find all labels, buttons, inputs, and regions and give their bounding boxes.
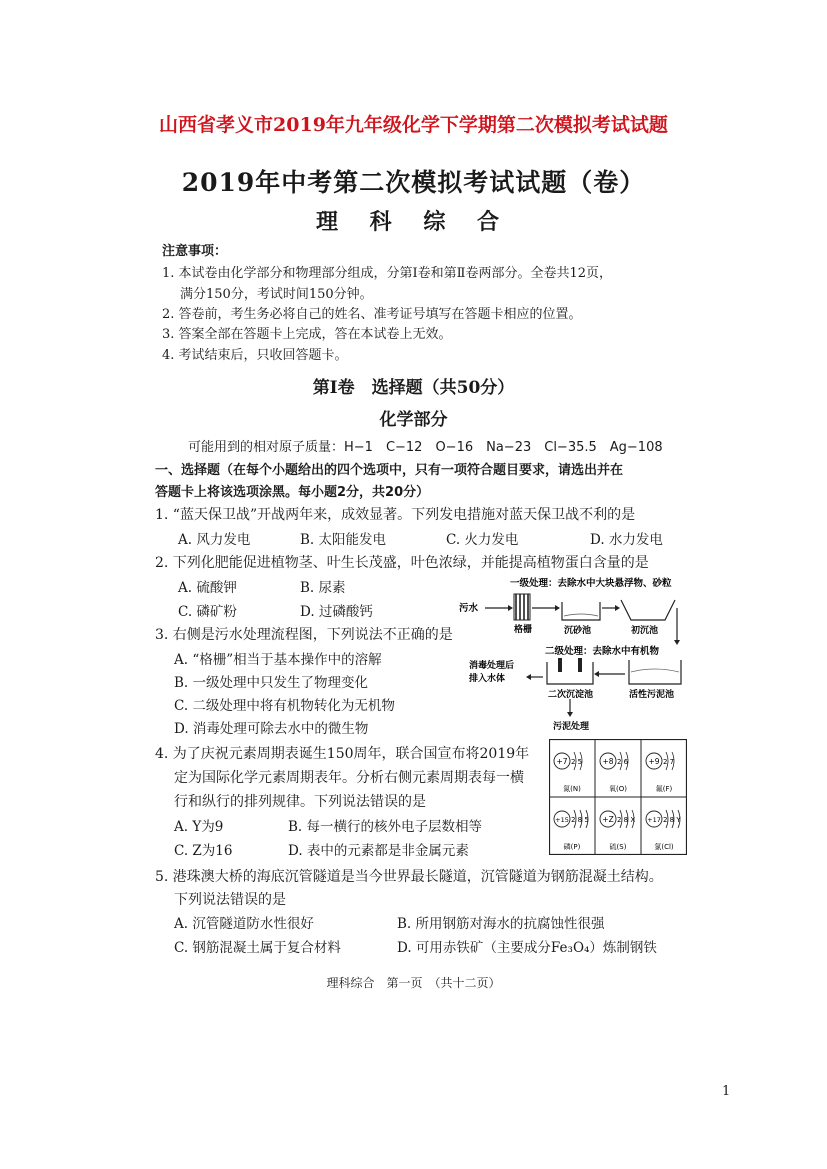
- question-1-stem: 1. “蓝天保卫战”开战两年来，成效显著。下列发电措施对蓝天保卫战不利的是: [155, 507, 636, 523]
- electron-configuration: 2 8 X: [617, 816, 636, 824]
- grille-label: 格栅: [514, 625, 533, 635]
- element-name: 硫(S): [609, 843, 627, 851]
- q2-option-a: A. 硫酸钾: [178, 580, 237, 596]
- q5-option-a: A. 沉管隧道防水性很好: [174, 916, 314, 932]
- notice-item: 3. 答案全部在答题卡上完成，答在本试卷上无效。: [162, 327, 452, 342]
- question-5-stem: 5. 港珠澳大桥的海底沉管隧道是当今世界最长隧道，沉管隧道为钢筋混凝土结构。: [155, 869, 663, 885]
- primary-tank-icon: [621, 600, 675, 620]
- notice-item: 满分150分，考试时间150分钟。: [180, 287, 373, 302]
- q4-option-d: D. 表中的元素都是非金属元素: [288, 843, 469, 859]
- stage2-label: 二级处理：去除水中有机物: [545, 646, 660, 657]
- arrow-head: [567, 712, 573, 717]
- q2-option-c: C. 磷矿粉: [178, 604, 237, 620]
- nuclear-charge: +Z: [602, 815, 614, 824]
- q5-option-b: B. 所用钢筋对海水的抗腐蚀性很强: [397, 916, 605, 932]
- chemistry-title: 化学部分: [379, 410, 448, 430]
- question-5-stem: 下列说法错误的是: [174, 892, 286, 908]
- page-number: 1: [722, 1084, 731, 1099]
- question-4-stem: 定为国际化学元素周期表年。分析右侧元素周期表每一横: [174, 770, 524, 786]
- discharge-label: 消毒处理后: [469, 661, 515, 671]
- q1-option-a: A. 风力发电: [178, 532, 251, 548]
- nuclear-charge: +7: [556, 757, 568, 766]
- arrow-head: [615, 605, 620, 611]
- electron-configuration: 2 5: [571, 758, 583, 766]
- q4-option-c: C. Z为16: [174, 843, 233, 859]
- element-name: 氟(F): [655, 785, 673, 793]
- q3-option-a: A. “格栅”相当于基本操作中的溶解: [174, 652, 382, 668]
- section1-instructions: 答题卡上将该选项涂黑。每小题2分，共20分）: [155, 485, 430, 500]
- exam-title: 2019年中考第二次模拟考试试题（卷）: [181, 168, 646, 197]
- question-3-stem: 3. 右侧是污水处理流程图，下列说法不正确的是: [155, 627, 453, 643]
- nuclear-charge: +17: [647, 816, 661, 824]
- primary-tank-label: 初沉池: [631, 626, 659, 636]
- sewage-flow-diagram: [455, 572, 690, 734]
- atomic-masses: 可能用到的相对原子质量：H−1 C−12 O−16 Na−23 Cl−35.5 Ag−108: [188, 440, 663, 455]
- q1-option-d: D. 水力发电: [590, 532, 663, 548]
- nuclear-charge: +15: [555, 816, 569, 824]
- nuclear-charge: +8: [602, 757, 614, 766]
- question-2-stem: 2. 下列化肥能促进植物茎、叶生长茂盛，叶色浓绿，并能提高植物蛋白含量的是: [155, 555, 649, 571]
- q3-option-b: B. 一级处理中只发生了物理变化: [174, 675, 369, 691]
- document-title: 山西省孝义市2019年九年级化学下学期第二次模拟考试试题: [159, 114, 668, 136]
- secondary-clarifier-label: 二次沉淀池: [548, 690, 594, 700]
- element-name: 氮(N): [563, 785, 581, 793]
- sewage-label: 污水: [459, 603, 479, 614]
- sludge-treatment-label: 污泥处理: [553, 722, 590, 732]
- element-name: 氧(O): [609, 785, 627, 793]
- electron-configuration: 2 7: [663, 758, 675, 766]
- notice-item: 2. 答卷前，考生务必将自己的姓名、准考证号填写在答题卡相应的位置。: [162, 307, 582, 322]
- arrow-head: [555, 605, 560, 611]
- electron-configuration: 2 6: [617, 758, 629, 766]
- grit-chamber-label: 沉砂池: [564, 626, 592, 636]
- q2-option-b: B. 尿素: [300, 580, 346, 596]
- electron-configuration: 2 8 Y: [663, 816, 681, 824]
- q5-option-d: D. 可用赤铁矿（主要成分Fe₃O₄）炼制钢铁: [397, 940, 657, 956]
- section1-instructions: 一、选择题（在每个小题给出的四个选项中，只有一项符合题目要求，请选出并在: [155, 463, 624, 478]
- q3-option-d: D. 消毒处理可除去水中的微生物: [174, 721, 369, 737]
- element-name: 氯(Cl): [654, 843, 674, 851]
- arrow-head: [594, 671, 599, 677]
- notice-item: 1. 本试卷由化学部分和物理部分组成，分第Ⅰ卷和第Ⅱ卷两部分。全卷共12页，: [162, 266, 613, 281]
- q3-option-c: C. 二级处理中将有机物转化为无机物: [174, 698, 395, 714]
- subject-title: 理 科 综 合: [316, 209, 511, 235]
- periodic-table-excerpt: [549, 739, 687, 855]
- notice-heading: 注意事项：: [162, 244, 228, 259]
- notice-item: 4. 考试结束后，只收回答题卡。: [162, 348, 348, 363]
- question-4-stem: 行和纵行的排列规律。下列说法错误的是: [174, 794, 426, 810]
- activated-sludge-label: 活性污泥池: [629, 690, 675, 700]
- secondary-clarifier-icon: [547, 658, 593, 684]
- q1-option-b: B. 太阳能发电: [300, 532, 387, 548]
- q1-option-c: C. 火力发电: [446, 532, 519, 548]
- sediment-icon: [564, 614, 598, 616]
- page-footer: 理科综合 第一页 （共十二页）: [326, 976, 501, 990]
- grit-chamber-icon: [562, 602, 600, 620]
- q4-option-a: A. Y为9: [174, 819, 224, 835]
- question-4-stem: 4. 为了庆祝元素周期表诞生150周年，联合国宣布将2019年: [155, 746, 530, 762]
- q5-option-c: C. 钢筋混凝土属于复合材料: [174, 940, 341, 956]
- water-surface-icon: [631, 669, 679, 672]
- activated-sludge-tank-icon: [629, 660, 681, 684]
- grille-icon: [514, 594, 530, 620]
- arrow-head: [526, 674, 531, 680]
- arrow-head: [508, 605, 513, 611]
- q4-option-b: B. 每一横行的核外电子层数相等: [288, 819, 483, 835]
- electron-configuration: 2 8 5: [571, 816, 589, 824]
- discharge-label: 排入水体: [469, 674, 506, 684]
- part-title: 第Ⅰ卷 选择题（共50分）: [312, 378, 515, 398]
- arrow-head: [674, 640, 680, 645]
- element-name: 磷(P): [563, 843, 581, 851]
- nuclear-charge: +9: [648, 757, 660, 766]
- q2-option-d: D. 过磷酸钙: [300, 604, 373, 620]
- stage1-label: 一级处理：去除水中大块悬浮物、砂粒: [510, 578, 672, 589]
